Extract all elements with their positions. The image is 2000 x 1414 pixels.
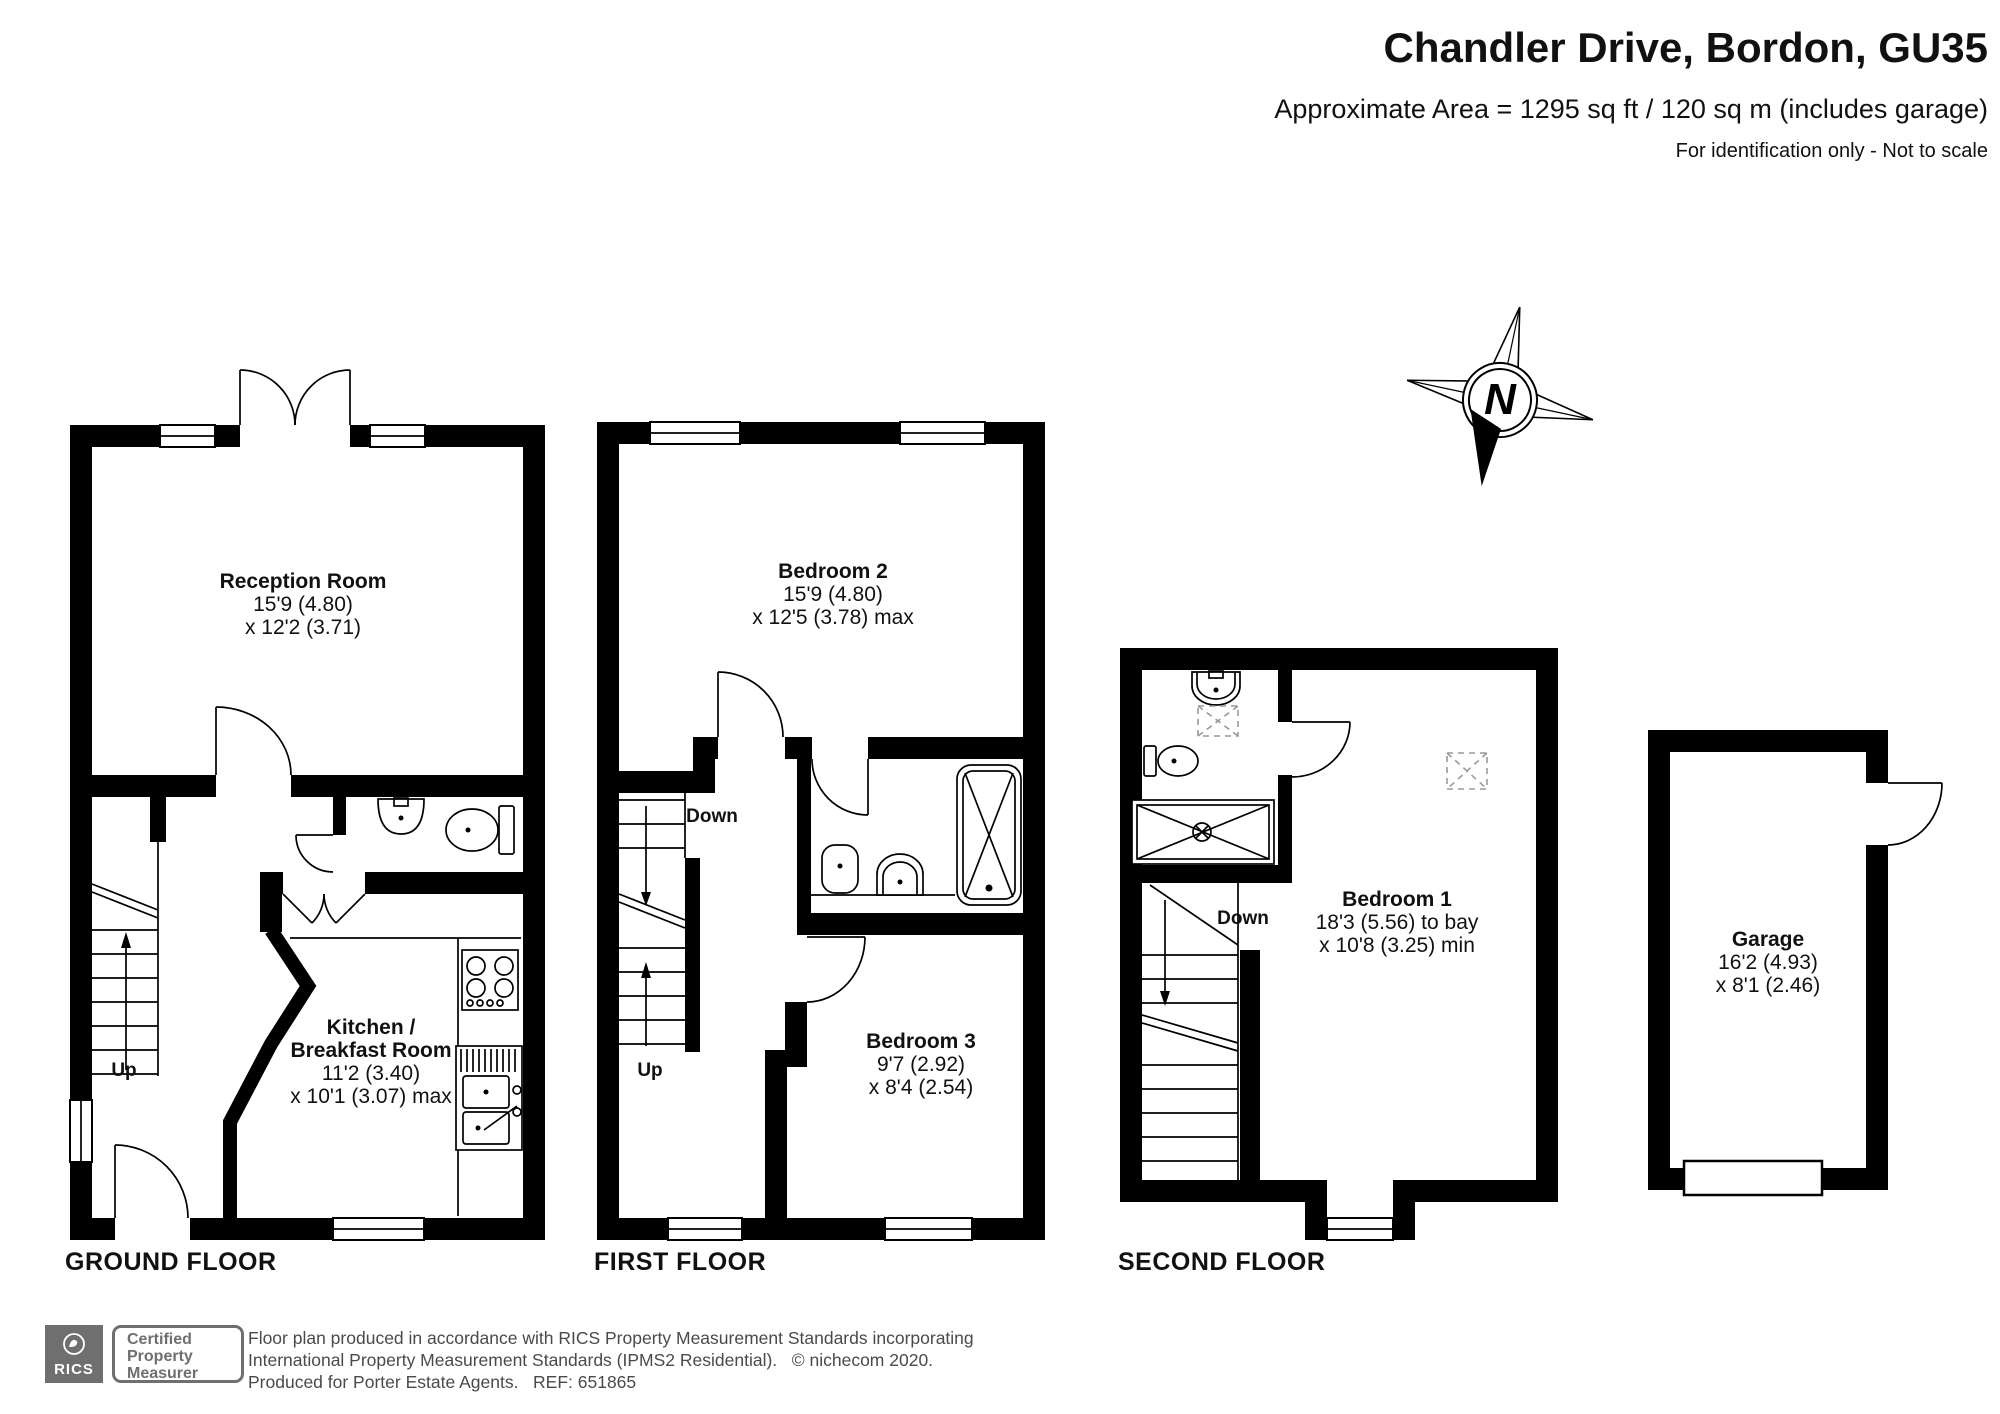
room-label-kitchen: Kitchen / Breakfast Room 11'2 (3.40) x 10'1 (3.07) max	[290, 1016, 452, 1108]
bedroom2-door	[718, 672, 783, 737]
stair-label-up-first: Up	[637, 1060, 663, 1081]
approximate-area: Approximate Area = 1295 sq ft / 120 sq m (includes garage)	[1274, 94, 1988, 124]
page-title: Chandler Drive, Bordon, GU35	[1383, 24, 1988, 71]
up-arrow-head	[641, 962, 651, 978]
basin-icon	[877, 854, 923, 895]
ensuite-door	[1292, 722, 1350, 777]
stair-label-up-ground: Up	[111, 1060, 137, 1081]
kitchen-double-doors	[283, 894, 365, 923]
room-label-reception: Reception Room 15'9 (4.80) x 12'2 (3.71)	[219, 570, 387, 639]
ensuite-basin-icon	[1192, 671, 1240, 705]
stairs-up	[92, 840, 158, 1076]
floor-label-second: SECOND FLOOR	[1118, 1248, 1326, 1276]
roof-window-dashed	[1447, 753, 1487, 789]
scale-disclaimer: For identification only - Not to scale	[1675, 140, 1988, 162]
garage-door	[1662, 1161, 1846, 1195]
shower-tray-icon	[1132, 800, 1274, 864]
footer	[0, 1318, 2000, 1398]
hob-icon	[462, 950, 518, 1010]
floor-label-ground: GROUND FLOOR	[65, 1248, 277, 1276]
ground-floor-plan	[70, 370, 545, 1240]
wc-door	[296, 835, 333, 872]
rics-logo-text: RICS	[54, 1361, 94, 1378]
compass-north-label: N	[1484, 375, 1516, 424]
stairs-first-floor	[619, 793, 685, 1046]
up-arrow-head	[121, 932, 131, 948]
footer-disclaimer-text: Floor plan produced in accordance with RICS Property Measurement Standards incorporating International Property Measurement Standards (IPMS2 Residential). © nichecom 2020. Produced for Porter Estate Agents. REF: 651865	[248, 1328, 974, 1392]
ensuite-toilet-icon	[1144, 746, 1198, 776]
rics-certified-badge: Certified Property Measurer	[112, 1325, 244, 1383]
wc-basin-icon	[378, 798, 424, 834]
bath-icon	[957, 765, 1021, 905]
roof-window-dashed	[1198, 706, 1238, 736]
front-door	[115, 1145, 188, 1218]
wc-toilet-icon	[446, 806, 514, 854]
front-door-opening	[115, 1218, 190, 1240]
rics-lion-icon	[61, 1331, 87, 1362]
stair-label-down-first: Down	[686, 806, 738, 827]
first-floor-plan	[597, 422, 1045, 1240]
garage-side-door	[1888, 783, 1942, 845]
french-door-opening	[240, 425, 350, 447]
floor-label-first: FIRST FLOOR	[594, 1248, 767, 1276]
french-doors	[240, 370, 350, 425]
room-label-bedroom2: Bedroom 2 15'9 (4.80) x 12'5 (3.78) max	[752, 560, 914, 629]
room-label-garage: Garage 16'2 (4.93) x 8'1 (2.46)	[1715, 928, 1821, 997]
compass-rose-icon	[1389, 287, 1613, 506]
bathroom-door	[812, 759, 868, 815]
bedroom3-door	[807, 937, 865, 1002]
kitchen-sink-icon	[456, 1046, 522, 1150]
stair-label-down-second: Down	[1217, 908, 1269, 929]
reception-door	[216, 707, 291, 775]
rics-logo	[45, 1325, 103, 1383]
room-label-bedroom3: Bedroom 3 9'7 (2.92) x 8'4 (2.54)	[866, 1030, 976, 1099]
toilet-icon	[822, 845, 858, 893]
room-label-bedroom1: Bedroom 1 18'3 (5.56) to bay x 10'8 (3.25) min	[1315, 888, 1479, 957]
